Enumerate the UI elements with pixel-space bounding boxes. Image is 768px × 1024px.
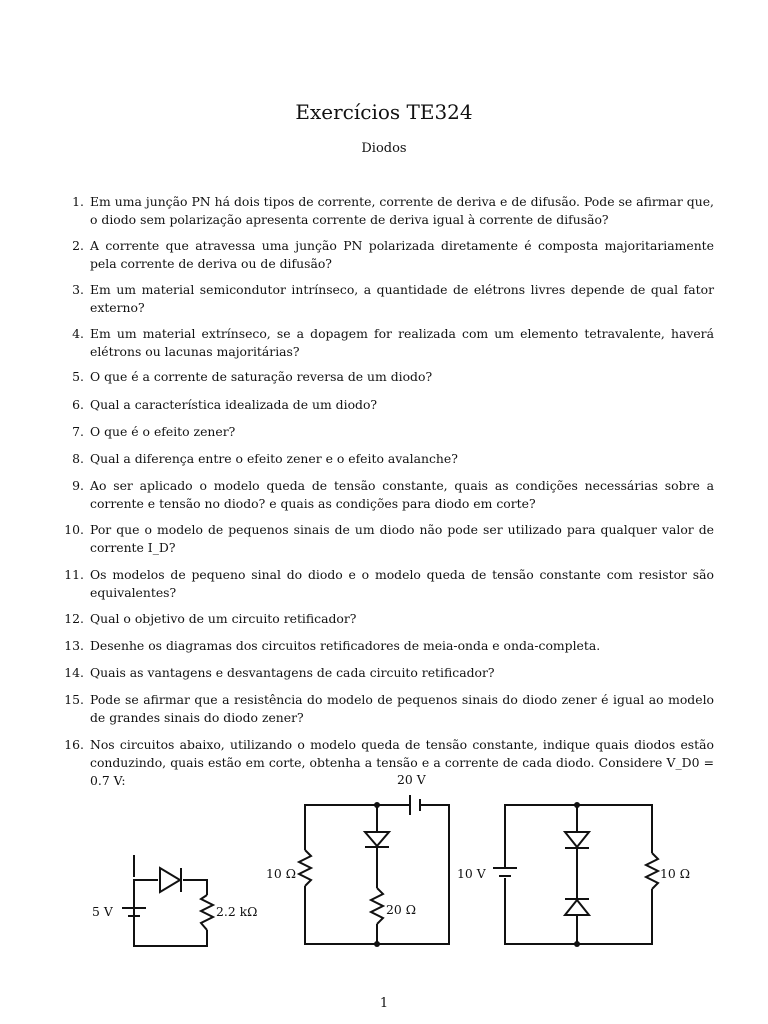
diode-d1: [160, 868, 180, 892]
question-number: 8.: [72, 451, 84, 466]
question-number: 4.: [72, 326, 84, 341]
question-text: Em um material semicondutor intrínseco, a quantidade de elétrons livres depende de qual fator externo?: [90, 282, 714, 315]
label-2k2: 2.2 kΩ: [216, 904, 258, 919]
label-20ohm: 20 Ω: [386, 902, 416, 917]
question-text: Quais as vantagens e desvantagens de cada circuito retificador?: [90, 665, 495, 680]
resistor-20ohm: [371, 888, 383, 924]
question-text: Qual a diferença entre o efeito zener e o efeito avalanche?: [90, 451, 458, 466]
question-text: Qual o objetivo de um circuito retificador?: [90, 611, 357, 626]
question-text: Ao ser aplicado o modelo queda de tensão constante, quais as condições necessárias sobre a corrente e tensão no diodo? e quais as condições para diodo em corte?: [90, 478, 714, 511]
label-20v: 20 V: [397, 772, 426, 787]
diode-d2: [365, 832, 389, 846]
circuit-diagrams: [0, 770, 768, 970]
resistor-2k2: [201, 895, 213, 930]
question-text: Pode se afirmar que a resistência do modelo de pequenos sinais do diodo zener é igual ao modelo de grandes sinais do diodo zener?: [90, 692, 714, 725]
question-number: 16.: [64, 737, 84, 752]
question-number: 10.: [64, 522, 84, 537]
circuit-2: [266, 772, 449, 947]
resistor-10ohm-left: [299, 850, 311, 886]
page-number: 1: [379, 996, 389, 1011]
question-number: 12.: [64, 611, 84, 626]
resistor-10ohm-right: [646, 853, 658, 889]
question-text: Em uma junção PN há dois tipos de corrente, corrente de deriva e de difusão. Pode se afirmar que, o diodo sem polarização apresenta corrente de deriva igual à corrente de difusão?: [90, 194, 714, 227]
circuit-3: [457, 802, 690, 947]
question-number: 1.: [72, 194, 84, 209]
diode-d3-top: [565, 832, 589, 847]
question-text: Qual a característica idealizada de um diodo?: [90, 397, 378, 412]
question-number: 14.: [64, 665, 84, 680]
label-10v: 10 V: [457, 866, 486, 881]
question-number: 6.: [72, 397, 84, 412]
diode-d4-bottom: [565, 900, 589, 915]
question-text: O que é o efeito zener?: [90, 424, 236, 439]
question-number: 2.: [72, 238, 84, 253]
question-number: 15.: [64, 692, 84, 707]
question-number: 7.: [72, 424, 84, 439]
question-number: 11.: [64, 567, 84, 582]
question-text: Desenhe os diagramas dos circuitos retificadores de meia-onda e onda-completa.: [90, 638, 601, 653]
question-number: 9.: [72, 478, 84, 493]
label-10ohm-right: 10 Ω: [660, 866, 690, 881]
document-subtitle: Diodos: [361, 141, 407, 156]
circuit-1: [92, 855, 257, 946]
question-text: Nos circuitos abaixo, utilizando o modelo queda de tensão constante, indique quais diodos estão conduzindo, quais estão em corte, obtenha a tensão e a corrente de cada diodo. Considere V_D0 = 0.7 V:: [90, 737, 714, 788]
label-5v: 5 V: [92, 904, 113, 919]
question-number: 5.: [72, 369, 84, 384]
question-text: Em um material extrínseco, se a dopagem for realizada com um elemento tetravalente, haverá elétrons ou lacunas majoritárias?: [90, 326, 714, 359]
question-text: O que é a corrente de saturação reversa de um diodo?: [90, 369, 433, 384]
question-text: Por que o modelo de pequenos sinais de um diodo não pode ser utilizado para qualquer valor de corrente I_D?: [90, 522, 714, 555]
question-number: 3.: [72, 282, 84, 297]
question-text: Os modelos de pequeno sinal do diodo e o modelo queda de tensão constante com resistor são equivalentes?: [90, 567, 714, 600]
question-text: A corrente que atravessa uma junção PN polarizada diretamente é composta majoritariamente pela corrente de deriva ou de difusão?: [90, 238, 714, 271]
document-title: Exercícios TE324: [295, 100, 473, 124]
question-number: 13.: [64, 638, 84, 653]
label-10ohm-left: 10 Ω: [266, 866, 296, 881]
